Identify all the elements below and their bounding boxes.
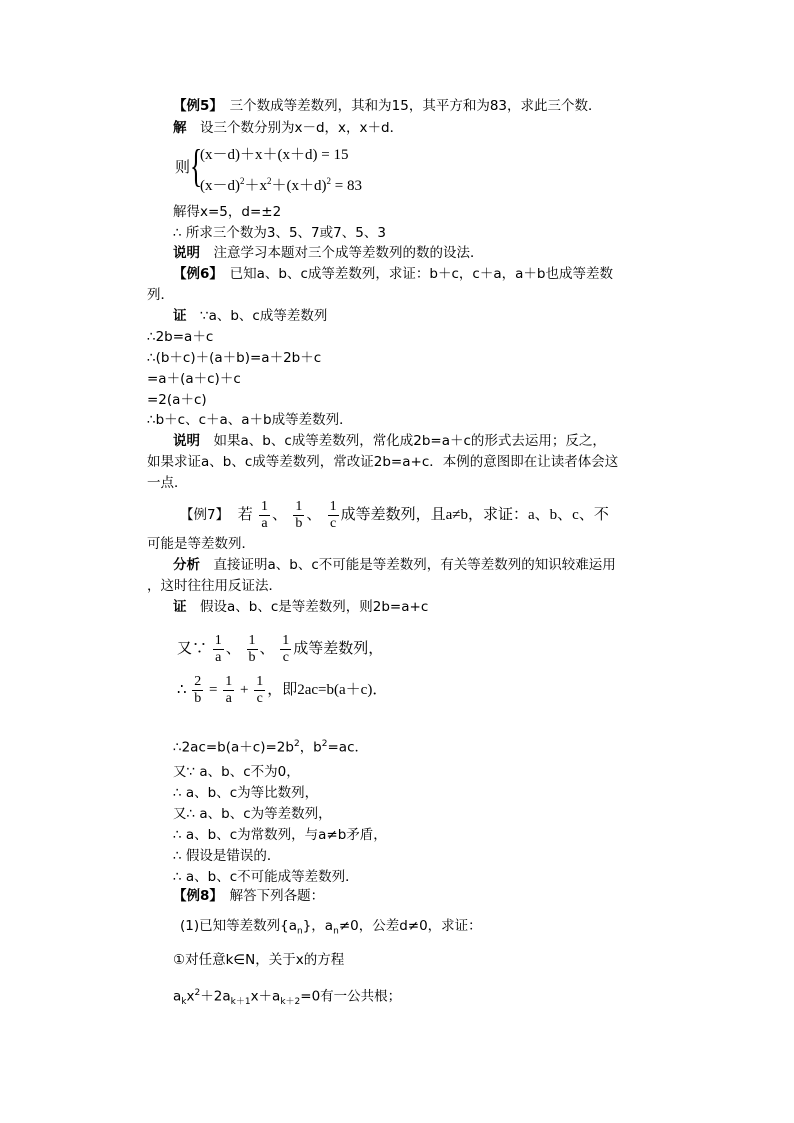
fraction-equation: ∴ $\frac{2}{b}$ = $\frac{1}{a}$ + $\frac{1}{c}$ ，即2ac=b(a＋c)．: [177, 674, 388, 707]
reciprocal-line: 又∵ $\frac{1}{a}$ 、 $\frac{1}{b}$ 、 $\frac{1}{c}$ 成等差数列，: [177, 633, 384, 666]
note-cont: 如果求证a、b、c成等差数列，常改证2b=a+c．本例的意图即在让读者体会这: [147, 454, 619, 470]
proof-line: =2(a＋c): [147, 392, 207, 408]
analysis-cont: ，这时往往用反证法．: [147, 578, 282, 594]
then-label: 则: [175, 160, 191, 176]
note: 说明 如果a、b、c成等差数列，常化成2b=a＋c的形式去运用；反之，: [173, 433, 606, 449]
proof-line: 又∵ a、b、c不为0，: [173, 764, 300, 780]
example-7-title-cont: 可能是等差数列．: [147, 536, 255, 552]
example-5-title: 【例5】 三个数成等差数列，其和为15，其平方和为83，求此三个数．: [173, 98, 602, 114]
example-7-proof: 证 假设a、b、c是等差数列，则2b=a+c: [173, 599, 429, 615]
proof-line: ∴b＋c、c＋a、a＋b成等差数列．: [147, 412, 353, 428]
part-1: (1)已知等差数列$\{a_n\}$，$a_n\ne 0$，公差d≠0，求证：: [180, 918, 482, 937]
part-1-item: ①对任意k∈N，关于x的方程: [173, 952, 345, 968]
note-cont: 一点．: [147, 475, 188, 491]
quadratic-equation: $a_kx^2+2a_{k+1}x+a_{k+2}=0$有一公共根；: [173, 988, 402, 1008]
example-6-proof: 证 ∵a、b、c成等差数列: [173, 308, 328, 324]
fraction-1-b: $\frac{1}{b}$: [295, 498, 303, 531]
analysis: 分析 直接证明a、b、c不可能是等差数列，有关等差数列的知识较难运用: [173, 557, 616, 573]
example-5-solution: 解 设三个数分别为x－d，x，x＋d．: [173, 120, 404, 136]
example-8-title: 【例8】 解答下列各题：: [173, 888, 325, 904]
proof-line: ∴ a、b、c为常数列，与a≠b矛盾，: [173, 827, 387, 843]
answer: ∴ 所求三个数为3、5、7或7、5、3: [173, 225, 386, 241]
proof-line: 又∴ a、b、c为等差数列，: [173, 806, 332, 822]
fraction-1-c: $\frac{1}{c}$: [329, 498, 337, 531]
proof-line: ∴ 假设是错误的．: [173, 848, 281, 864]
proof-line: ∴2b=a＋c: [147, 329, 214, 345]
note: 说明 注意学习本题对三个成等差数列的数的设法．: [173, 245, 484, 261]
system-brace: {: [190, 140, 203, 191]
equation-2: $(x-d)^2+x^2+(x+d)^2 = 83$: [200, 176, 362, 194]
solution-result: 解得x=5，d=±2: [173, 204, 282, 220]
proof-line: ∴(b＋c)＋(a＋b)=a＋2b＋c: [147, 350, 322, 366]
fraction-1-a: $\frac{1}{a}$: [261, 498, 268, 531]
proof-line: $\therefore 2ac=b(a+c)=2b^2$，$b^2=ac$．: [173, 739, 369, 756]
equation-1: (x－d)＋x＋(x＋d) = 15: [200, 147, 349, 163]
proof-line: ∴ a、b、c不可能成等差数列．: [173, 869, 359, 885]
example-7-title: 【例7】 若 $\frac{1}{a}$ 、 $\frac{1}{b}$ 、 $\frac{1}{c}$ 成等差数列，且a≠b，求证：a、b、c、不: [180, 498, 609, 531]
proof-line: ∴ a、b、c为等比数列，: [173, 785, 319, 801]
proof-line: =a＋(a＋c)＋c: [147, 371, 241, 387]
example-6-title: 【例6】 已知a、b、c成等差数列，求证：b＋c，c＋a，a＋b也成等差数: [173, 266, 613, 282]
example-6-title-cont: 列．: [147, 287, 174, 303]
